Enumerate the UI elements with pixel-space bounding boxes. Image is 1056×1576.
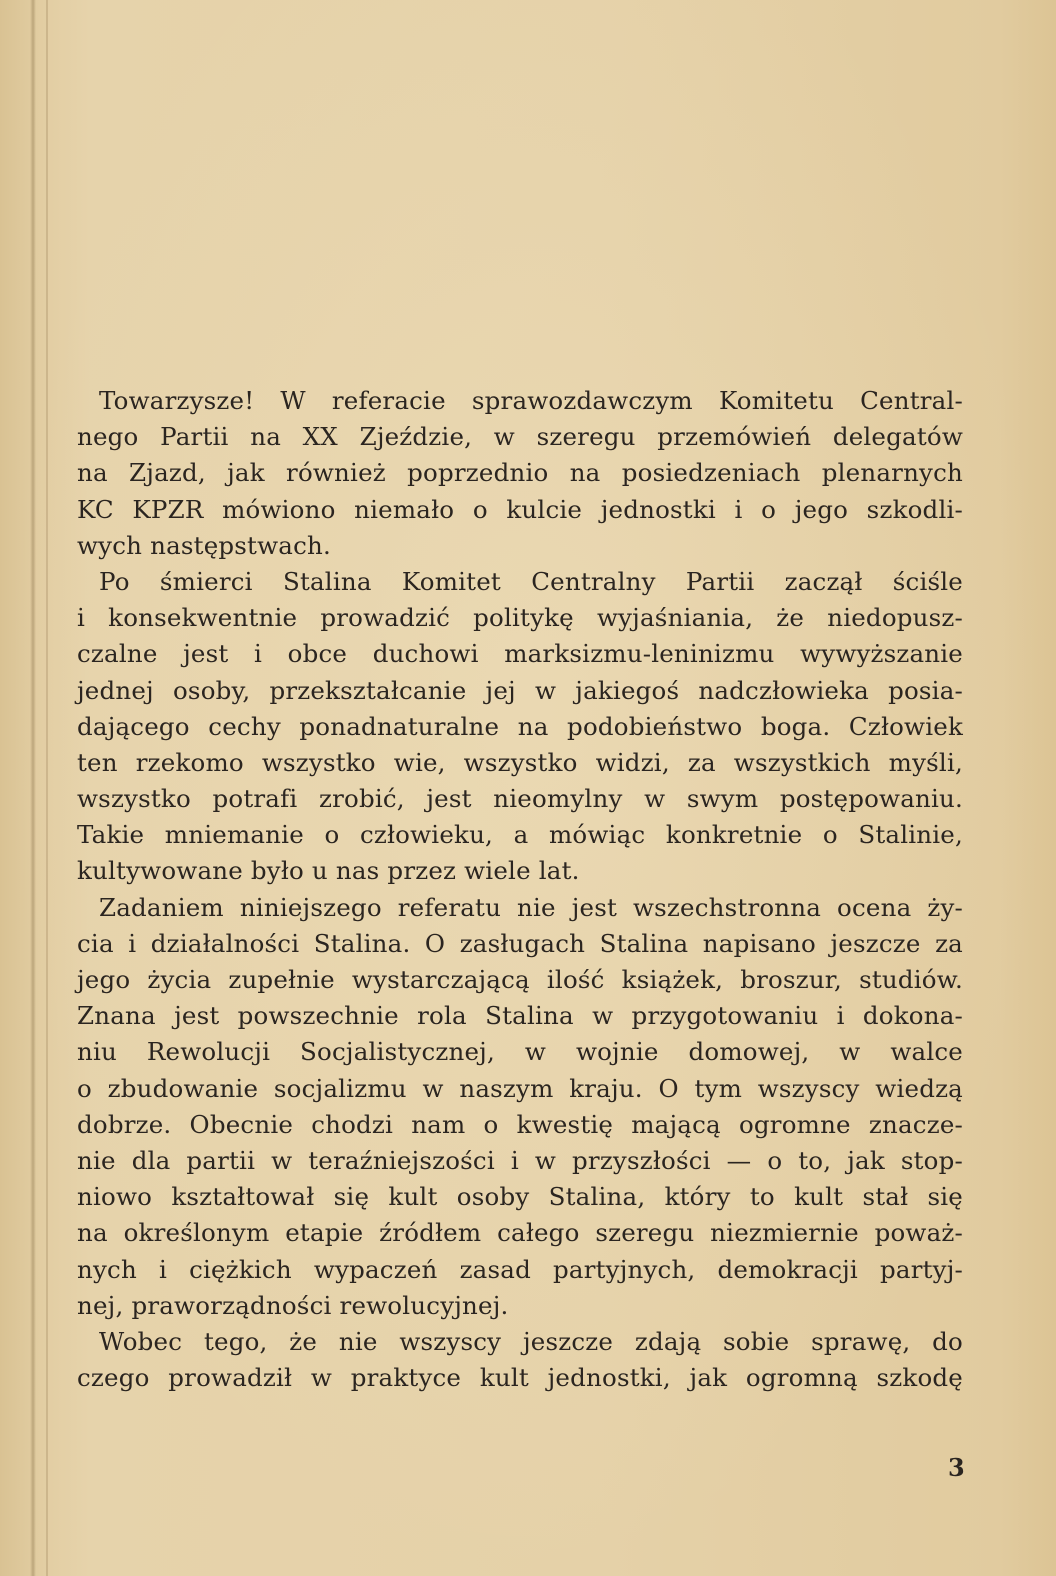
text-line: i konsekwentnie prowadzić politykę wyjaśniania, że niedopusz-: [77, 603, 963, 633]
text-line: wych następstwach.: [77, 530, 331, 560]
text-line: Takie mniemanie o człowieku, a mówiąc konkretnie o Stalinie,: [77, 820, 963, 850]
text-line: Znana jest powszechnie rola Stalina w przygotowaniu i dokona-: [77, 1001, 963, 1031]
text-line: KC KPZR mówiono niemało o kulcie jednostki i o jego szkodli-: [77, 494, 963, 524]
text-line: nych i ciężkich wypaczeń zasad partyjnych, demokracji partyj-: [77, 1254, 963, 1284]
text-line: Zadaniem niniejszego referatu nie jest wszechstronna ocena ży-: [99, 892, 963, 922]
body-text: [77, 383, 963, 1396]
text-line: czego prowadził w praktyce kult jednostki, jak ogromną szkodę: [77, 1363, 963, 1393]
text-line: ten rzekomo wszystko wie, wszystko widzi, za wszystkich myśli,: [77, 747, 963, 777]
text-line: czalne jest i obce duchowi marksizmu-leninizmu wywyższanie: [77, 639, 963, 669]
text-line: niowo kształtował się kult osoby Stalina, który to kult stał się: [77, 1182, 963, 1212]
text-line: kultywowane było u nas przez wiele lat.: [77, 856, 580, 886]
text-line: nej, praworządności rewolucyjnej.: [77, 1290, 509, 1320]
text-line: o zbudowanie socjalizmu w naszym kraju. O tym wszyscy wiedzą: [77, 1073, 963, 1103]
paragraph: [77, 383, 963, 564]
text-line: na Zjazd, jak również poprzednio na posiedzeniach plenarnych: [77, 458, 963, 488]
text-line: na określonym etapie źródłem całego szeregu niezmiernie poważ-: [77, 1218, 963, 1248]
page-number: 3: [948, 1453, 965, 1482]
text-line: jednej osoby, przekształcanie jej w jakiegoś nadczłowieka posia-: [77, 675, 963, 705]
text-line: wszystko potrafi zrobić, jest nieomylny w swym postępowaniu.: [77, 784, 963, 814]
text-line: dobrze. Obecnie chodzi nam o kwestię mającą ogromne znacze-: [77, 1109, 963, 1139]
text-line: niu Rewolucji Socjalistycznej, w wojnie domowej, w walce: [77, 1037, 963, 1067]
page-binding-shadow: [30, 0, 36, 1576]
text-line: cia i działalności Stalina. O zasługach Stalina napisano jeszcze za: [77, 928, 963, 958]
text-line: nego Partii na XX Zjeździe, w szeregu przemówień delegatów: [77, 422, 963, 452]
paragraph: [77, 890, 963, 1324]
paragraph: [77, 564, 963, 890]
text-line: jego życia zupełnie wystarczającą ilość książek, broszur, studiów.: [77, 965, 963, 994]
text-line: nie dla partii w teraźniejszości i w przyszłości — o to, jak stop-: [77, 1145, 963, 1175]
paragraph: [77, 1324, 963, 1396]
text-line: Towarzysze! W referacie sprawozdawczym Komitetu Central-: [99, 386, 963, 415]
text-line: Po śmierci Stalina Komitet Centralny Partii zaczął ściśle: [99, 566, 963, 596]
text-line: Wobec tego, że nie wszyscy jeszcze zdają sobie sprawę, do: [99, 1326, 963, 1356]
page-binding-line: [46, 0, 48, 1576]
text-line: dającego cechy ponadnaturalne na podobieństwo boga. Człowiek: [77, 711, 963, 741]
